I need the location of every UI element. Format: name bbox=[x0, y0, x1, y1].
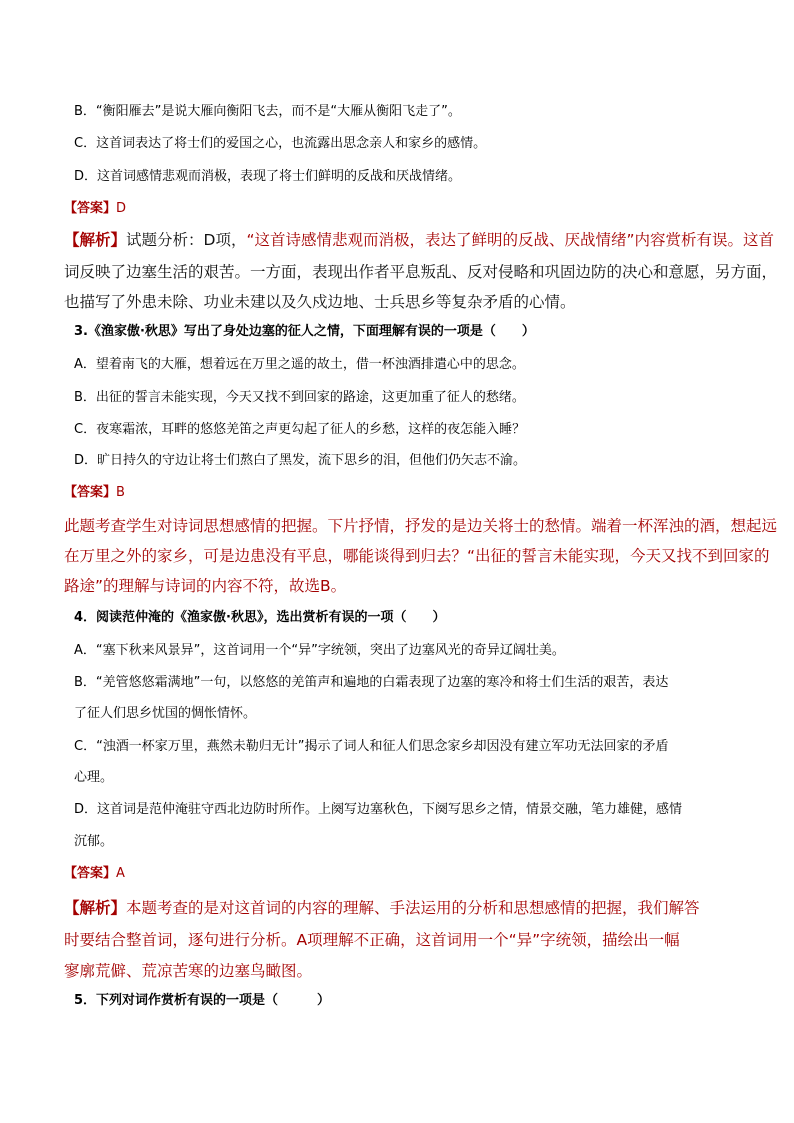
q3-explanation-line-2: 在万里之外的家乡，可是边患没有平息，哪能谈得到归去？“出征的誓言未能实现，今天又找不到回家的 bbox=[64, 547, 770, 565]
analysis-tag: 【解析】 bbox=[64, 231, 127, 249]
q2-analysis-line-2: 词反映了边塞生活的艰苦。一方面，表现出作者平息叛乱、反对侵略和巩固边防的决心和意愿，另方面， bbox=[64, 263, 778, 281]
q4-stem: 4．阅读范仲淹的《渔家傲·秋思》，选出赏析有误的一项（ ） bbox=[74, 610, 446, 625]
q3-answer bbox=[64, 485, 125, 501]
q2-analysis-quote: “这首诗感情悲观而消极，表达了鲜明的反战、厌战情绪”内容赏析有误。这首 bbox=[246, 231, 775, 249]
q4-answer bbox=[64, 866, 125, 882]
q2-analysis-line-1 bbox=[64, 230, 774, 250]
q3-option-d: D．旷日持久的守边让将士们熬白了黑发，流下思乡的泪，但他们仍矢志不渝。 bbox=[74, 453, 527, 468]
q4-option-b-line-1: B．“羌管悠悠霜满地”一句，以悠悠的羌笛声和遍地的白霜表现了边塞的寒冷和将士们生活的艰苦，表达 bbox=[74, 675, 669, 690]
q4-analysis-text-1: 本题考查的是对这首词的内容的理解、手法运用的分析和思想感情的把握，我们解答 bbox=[126, 899, 700, 917]
q3-answer-value: B bbox=[116, 485, 125, 500]
answer-tag: 【答案】 bbox=[64, 201, 117, 216]
q2-option-c: C．这首词表达了将士们的爱国之心，也流露出思念亲人和家乡的感情。 bbox=[74, 136, 487, 151]
q3-option-c: C．夜寒霜浓，耳畔的悠悠羌笛之声更勾起了征人的乡愁，这样的夜怎能入睡？ bbox=[74, 422, 526, 437]
q4-answer-value: A bbox=[116, 866, 125, 881]
q4-option-c-line-2: 心理。 bbox=[74, 770, 114, 785]
q2-option-d: D．这首词感情悲观而消极，表现了将士们鲜明的反战和厌战情绪。 bbox=[74, 169, 462, 184]
q4-option-b-line-2: 了征人们思乡忧国的惆怅情怀。 bbox=[74, 706, 257, 721]
q4-analysis-line-2: 时要结合整首词，逐句进行分析。A项理解不正确，这首词用一个“异”字统领，描绘出一幅 bbox=[64, 931, 680, 949]
q4-analysis-line-1 bbox=[64, 898, 700, 918]
q2-analysis-lead: 试题分析：D项， bbox=[126, 231, 247, 249]
q2-analysis-line-3: 也描写了外患未除、功业未建以及久戍边地、士兵思乡等复杂矛盾的心情。 bbox=[64, 293, 576, 311]
q4-analysis-line-3: 寥廓荒僻、荒凉苦寒的边塞鸟瞰图。 bbox=[64, 962, 313, 980]
q4-option-d-line-2: 沉郁。 bbox=[74, 834, 114, 849]
q3-option-b: B．出征的誓言未能实现，今天又找不到回家的路途，这更加重了征人的愁绪。 bbox=[74, 390, 525, 405]
q3-explanation-line-3: 路途”的理解与诗词的内容不符，故选B。 bbox=[64, 577, 347, 595]
q3-option-a: A．望着南飞的大雁，想着远在万里之遥的故土，借一杯浊酒排遣心中的思念。 bbox=[74, 357, 525, 372]
q3-explanation-line-1: 此题考查学生对诗词思想感情的把握。下片抒情，抒发的是边关将士的愁情。端着一杯浑浊的酒，想起远 bbox=[64, 517, 778, 535]
q3-stem: 3.《渔家傲·秋思》写出了身处边塞的征人之情，下面理解有误的一项是（ ） bbox=[74, 324, 535, 339]
q5-stem: 5．下列对词作赏析有误的一项是（ ） bbox=[74, 993, 331, 1008]
analysis-tag: 【解析】 bbox=[64, 899, 127, 917]
q4-option-d-line-1: D．这首词是范仲淹驻守西北边防时所作。上阕写边塞秋色，下阕写思乡之情，情景交融，笔力雄健，感情 bbox=[74, 802, 683, 817]
q2-answer-value: D bbox=[116, 201, 127, 216]
q4-option-a: A．“塞下秋来风景异”，这首词用一个“异”字统领，突出了边塞风光的奇异辽阔壮美。 bbox=[74, 643, 565, 658]
q2-option-b: B．“衡阳雁去”是说大雁向衡阳飞去，而不是“大雁从衡阳飞走了”。 bbox=[74, 104, 461, 119]
answer-tag: 【答案】 bbox=[64, 485, 117, 500]
q4-option-c-line-1: C．“浊酒一杯家万里，燕然未勒归无计”揭示了词人和征人们思念家乡却因没有建立军功无法回家的矛盾 bbox=[74, 739, 669, 754]
answer-tag: 【答案】 bbox=[64, 866, 117, 881]
q2-answer bbox=[64, 201, 126, 217]
